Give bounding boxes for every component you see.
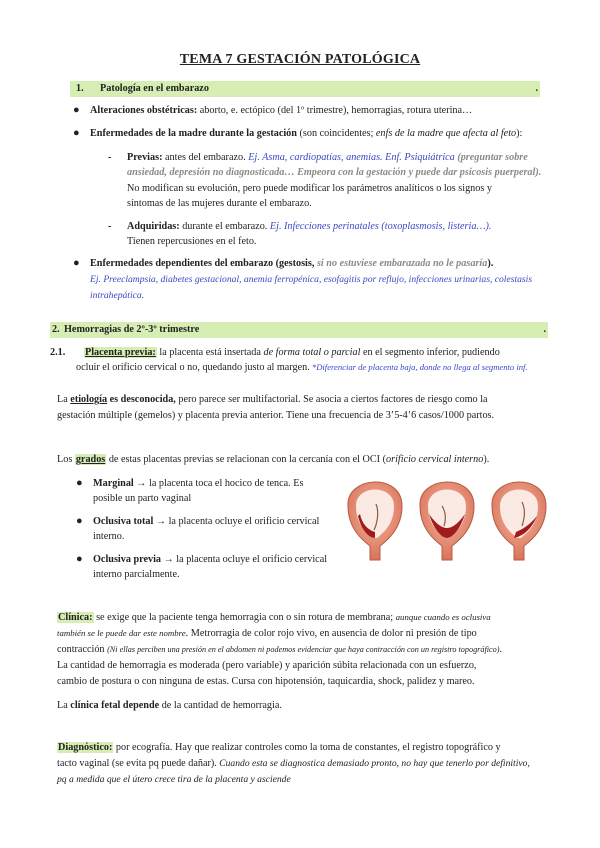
list-item: Previas: antes del embarazo. Ej. Asma, cardiopatías, anemias. Enf. Psiquiátrica (preguntar sobre	[127, 152, 528, 163]
uterus-marginal	[348, 482, 402, 560]
bullet-icon: ●	[73, 104, 80, 116]
text-line: interno.	[93, 531, 125, 542]
text-line: ansiedad, depresión no diagnosticada… Empeora con la gestación y puede dar psicosis puerperal).	[127, 167, 542, 178]
text-line: posible un parto vaginal	[93, 493, 192, 504]
text-line: ocluir el orificio cervical o no, quedando justo al margen. *Diferenciar de placenta baja, donde no llega al segmento inf.	[76, 362, 528, 373]
text-line: cambio de postura o con ninguna de estas. Cursa con hipotensión, taquicardia, shock, palidez y mareo.	[57, 676, 475, 687]
paragraph-line: Diagnóstico: por ecografía. Hay que realizar controles como la toma de constantes, el registro topográfico y	[58, 742, 501, 753]
text-line: pq a medida que el útero crece tira de la placenta y asciende	[57, 774, 291, 785]
section-1-heading: 1. Patología en el embarazo .	[70, 81, 540, 97]
text-line: tacto vaginal (se evita pq puede dañar). Cuando esta se diagnostica demasiado pronto, no hay que tenerlo por definitivo,	[57, 758, 530, 769]
paragraph-line: Los grados de estas placentas previas se relacionan con la cercanía con el OCI (orificio cervical interno).	[57, 454, 490, 465]
page-title: TEMA 7 GESTACIÓN PATOLÓGICA	[179, 52, 421, 67]
list-item: Enfermedades dependientes del embarazo (gestosis, si no estuviese embarazada no le pasaría).	[90, 258, 494, 269]
subsection-line: Placenta previa: la placenta está insertada de forma total o parcial en el segmento inferior, pudiendo	[85, 347, 500, 358]
dash-icon: -	[108, 152, 112, 163]
bullet-icon: ●	[76, 553, 83, 565]
list-item: Oclusiva previa → la placenta ocluye el orificio cervical	[93, 554, 328, 565]
text-line: intrahepática.	[90, 290, 145, 301]
list-item: Alteraciones obstétricas: aborto, e. ectópico (del 1º trimestre), hemorragias, rotura uterina…	[90, 105, 473, 116]
bullet-icon: ●	[76, 515, 83, 527]
text-line: también se le puede dar este nombre. Metrorragia de color rojo vivo, en ausencia de dolor ni presión de tipo	[57, 628, 477, 639]
dash-icon: -	[108, 221, 112, 232]
list-item: Marginal → la placenta toca el hocico de tenca. Es	[93, 478, 304, 489]
section-2-heading: 2. Hemorragias de 2º-3º trimestre .	[50, 322, 548, 338]
uterus-total	[420, 482, 474, 560]
text-line: síntomas de las mujeres durante el embarazo.	[127, 198, 312, 209]
list-item: Adquiridas: durante el embarazo. Ej. Infecciones perinatales (toxoplasmosis, listeria…).	[127, 221, 492, 232]
text-line: interno parcialmente.	[93, 569, 180, 580]
bullet-icon: ●	[76, 477, 83, 489]
text-line: Tienen repercusiones en el feto.	[127, 236, 257, 247]
text-line: No modifican su evolución, pero puede modificar los parámetros analíticos o los signos y	[127, 183, 492, 194]
text-line: Ej. Preeclampsia, diabetes gestacional, anemia ferropénica, esofagitis por reflujo, infecciones urinarias, colestasis	[90, 274, 533, 285]
uterus-partial	[492, 482, 546, 560]
text-line: contracción (Ni ellas perciben una presión en el abdomen ni podemos evidenciar que haya contracción con un registro topográfico).	[57, 644, 502, 655]
list-item: Enfermedades de la madre durante la gestación (son coincidentes; enfs de la madre que afecta al feto):	[90, 128, 523, 139]
text-line: La cantidad de hemorragia es moderada (pero variable) y aparición súbita relacionada con un esfuerzo,	[57, 660, 477, 671]
paragraph-line: La clínica fetal depende de la cantidad de hemorragia.	[57, 700, 282, 711]
bullet-icon: ●	[73, 127, 80, 139]
text-line: gestación múltiple (gemelos) y placenta previa anterior. Tiene una frecuencia de 3’5-4’6 casos/1000 partos.	[57, 410, 495, 421]
paragraph-line: La etiología es desconocida, pero parece ser multifactorial. Se asocia a ciertos factores de riesgo como la	[57, 394, 488, 405]
placenta-previa-illustration	[340, 466, 550, 566]
paragraph-line: Clínica: se exige que la paciente tenga hemorragia con o sin rotura de membrana; aunque cuando es oclusiva	[58, 612, 491, 623]
bullet-icon: ●	[73, 257, 80, 269]
list-item: Oclusiva total → la placenta ocluye el orificio cervical	[93, 516, 320, 527]
subsection-number: 2.1.	[50, 347, 66, 358]
